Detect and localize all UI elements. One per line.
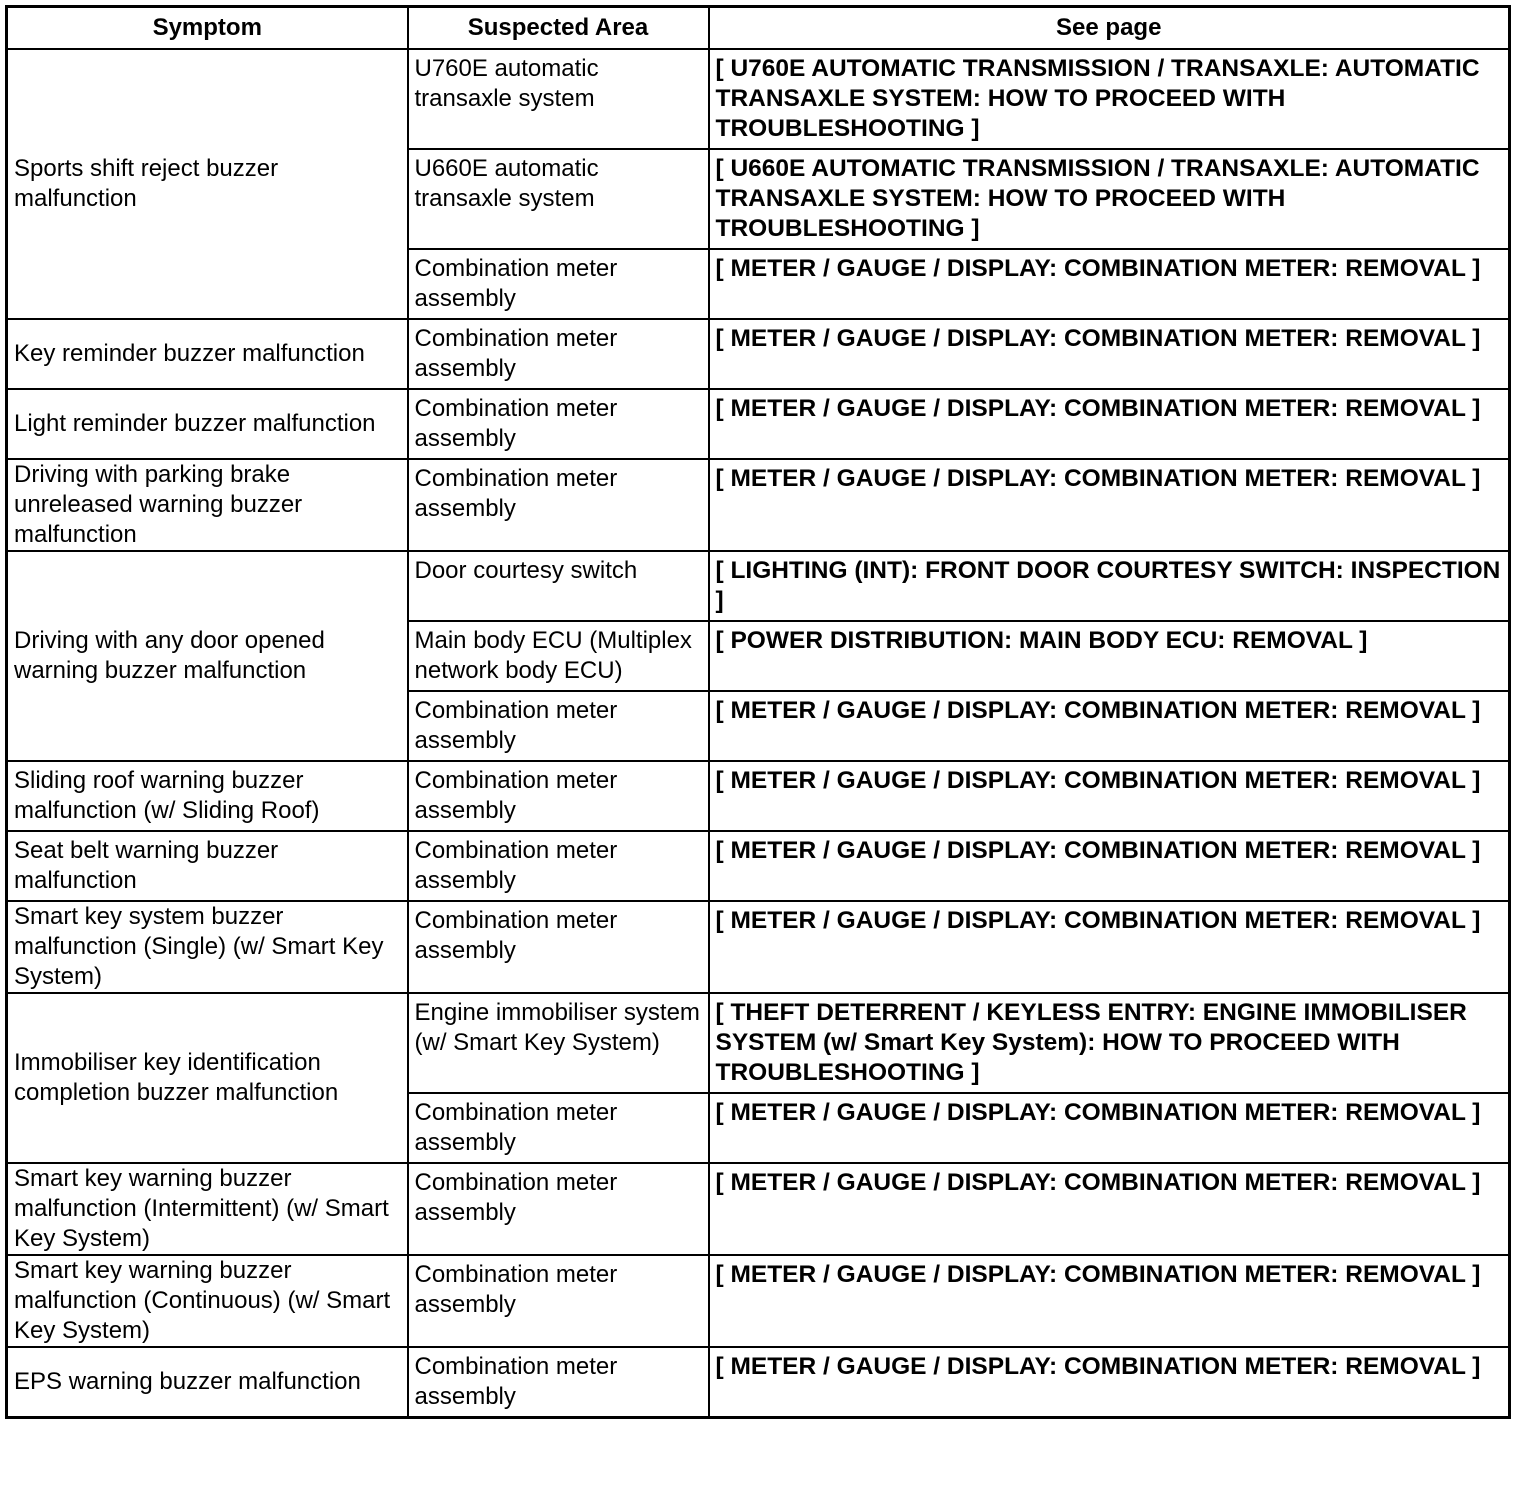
- suspected-area-cell: Combination meter assembly: [408, 761, 709, 831]
- symptom-cell: Driving with parking brake unreleased warning buzzer malfunction: [7, 459, 408, 551]
- suspected-area-cell: Combination meter assembly: [408, 249, 709, 319]
- suspected-area-cell: Combination meter assembly: [408, 1163, 709, 1255]
- see-page-link[interactable]: [ METER / GAUGE / DISPLAY: COMBINATION METER: REMOVAL ]: [709, 1163, 1510, 1255]
- see-page-link[interactable]: [ THEFT DETERRENT / KEYLESS ENTRY: ENGINE IMMOBILISER SYSTEM (w/ Smart Key System): HOW TO PROCEED WITH TROUBLESHOOTING ]: [709, 993, 1510, 1093]
- symptom-cell: Light reminder buzzer malfunction: [7, 389, 408, 459]
- see-page-link[interactable]: [ METER / GAUGE / DISPLAY: COMBINATION METER: REMOVAL ]: [709, 1093, 1510, 1163]
- see-page-link[interactable]: [ METER / GAUGE / DISPLAY: COMBINATION METER: REMOVAL ]: [709, 691, 1510, 761]
- table-row: [7, 831, 1510, 901]
- symptom-cell: Key reminder buzzer malfunction: [7, 319, 408, 389]
- symptom-cell: Immobiliser key identification completion buzzer malfunction: [7, 993, 408, 1163]
- symptom-cell: Smart key warning buzzer malfunction (Continuous) (w/ Smart Key System): [7, 1255, 408, 1347]
- see-page-link[interactable]: [ METER / GAUGE / DISPLAY: COMBINATION METER: REMOVAL ]: [709, 831, 1510, 901]
- see-page-link[interactable]: [ METER / GAUGE / DISPLAY: COMBINATION METER: REMOVAL ]: [709, 319, 1510, 389]
- table-row: [7, 319, 1510, 389]
- table-row: [7, 1163, 1510, 1255]
- symptom-cell: Seat belt warning buzzer malfunction: [7, 831, 408, 901]
- table-body: [7, 49, 1510, 1418]
- suspected-area-cell: Combination meter assembly: [408, 1347, 709, 1418]
- suspected-area-cell: Combination meter assembly: [408, 1255, 709, 1347]
- table-row: [7, 993, 1510, 1093]
- see-page-link[interactable]: [ METER / GAUGE / DISPLAY: COMBINATION METER: REMOVAL ]: [709, 389, 1510, 459]
- suspected-area-cell: Main body ECU (Multiplex network body ECU): [408, 621, 709, 691]
- suspected-area-cell: Combination meter assembly: [408, 319, 709, 389]
- see-page-link[interactable]: [ U660E AUTOMATIC TRANSMISSION / TRANSAXLE: AUTOMATIC TRANSAXLE SYSTEM: HOW TO PROCEED WITH TROUBLESHOOTING ]: [709, 149, 1510, 249]
- see-page-link[interactable]: [ METER / GAUGE / DISPLAY: COMBINATION METER: REMOVAL ]: [709, 761, 1510, 831]
- symptom-cell: Smart key system buzzer malfunction (Single) (w/ Smart Key System): [7, 901, 408, 993]
- table-row: [7, 389, 1510, 459]
- table-row: [7, 901, 1510, 993]
- suspected-area-cell: Door courtesy switch: [408, 551, 709, 621]
- suspected-area-cell: Combination meter assembly: [408, 1093, 709, 1163]
- header-row: [7, 7, 1510, 50]
- suspected-area-cell: U760E automatic transaxle system: [408, 49, 709, 149]
- table-row: [7, 1255, 1510, 1347]
- suspected-area-cell: Combination meter assembly: [408, 459, 709, 551]
- table-row: [7, 459, 1510, 551]
- symptom-cell: Smart key warning buzzer malfunction (Intermittent) (w/ Smart Key System): [7, 1163, 408, 1255]
- see-page-link[interactable]: [ METER / GAUGE / DISPLAY: COMBINATION METER: REMOVAL ]: [709, 459, 1510, 551]
- suspected-area-cell: Combination meter assembly: [408, 831, 709, 901]
- suspected-area-cell: Combination meter assembly: [408, 389, 709, 459]
- header-symptom: Symptom: [7, 7, 408, 50]
- symptom-cell: Sliding roof warning buzzer malfunction (w/ Sliding Roof): [7, 761, 408, 831]
- see-page-link[interactable]: [ METER / GAUGE / DISPLAY: COMBINATION METER: REMOVAL ]: [709, 1255, 1510, 1347]
- table-row: [7, 49, 1510, 149]
- see-page-link[interactable]: [ METER / GAUGE / DISPLAY: COMBINATION METER: REMOVAL ]: [709, 1347, 1510, 1418]
- symptom-cell: Driving with any door opened warning buzzer malfunction: [7, 551, 408, 761]
- suspected-area-cell: Combination meter assembly: [408, 691, 709, 761]
- see-page-link[interactable]: [ METER / GAUGE / DISPLAY: COMBINATION METER: REMOVAL ]: [709, 901, 1510, 993]
- table-row: [7, 761, 1510, 831]
- suspected-area-cell: U660E automatic transaxle system: [408, 149, 709, 249]
- see-page-link[interactable]: [ U760E AUTOMATIC TRANSMISSION / TRANSAXLE: AUTOMATIC TRANSAXLE SYSTEM: HOW TO PROCEED WITH TROUBLESHOOTING ]: [709, 49, 1510, 149]
- symptom-cell: EPS warning buzzer malfunction: [7, 1347, 408, 1418]
- symptom-cell: Sports shift reject buzzer malfunction: [7, 49, 408, 319]
- see-page-link[interactable]: [ METER / GAUGE / DISPLAY: COMBINATION METER: REMOVAL ]: [709, 249, 1510, 319]
- table-row: [7, 1347, 1510, 1418]
- header-suspected-area: Suspected Area: [408, 7, 709, 50]
- suspected-area-cell: Engine immobiliser system (w/ Smart Key System): [408, 993, 709, 1093]
- header-see-page: See page: [709, 7, 1510, 50]
- see-page-link[interactable]: [ LIGHTING (INT): FRONT DOOR COURTESY SWITCH: INSPECTION ]: [709, 551, 1510, 621]
- see-page-link[interactable]: [ POWER DISTRIBUTION: MAIN BODY ECU: REMOVAL ]: [709, 621, 1510, 691]
- troubleshooting-table: [5, 5, 1511, 1419]
- suspected-area-cell: Combination meter assembly: [408, 901, 709, 993]
- table-row: [7, 551, 1510, 621]
